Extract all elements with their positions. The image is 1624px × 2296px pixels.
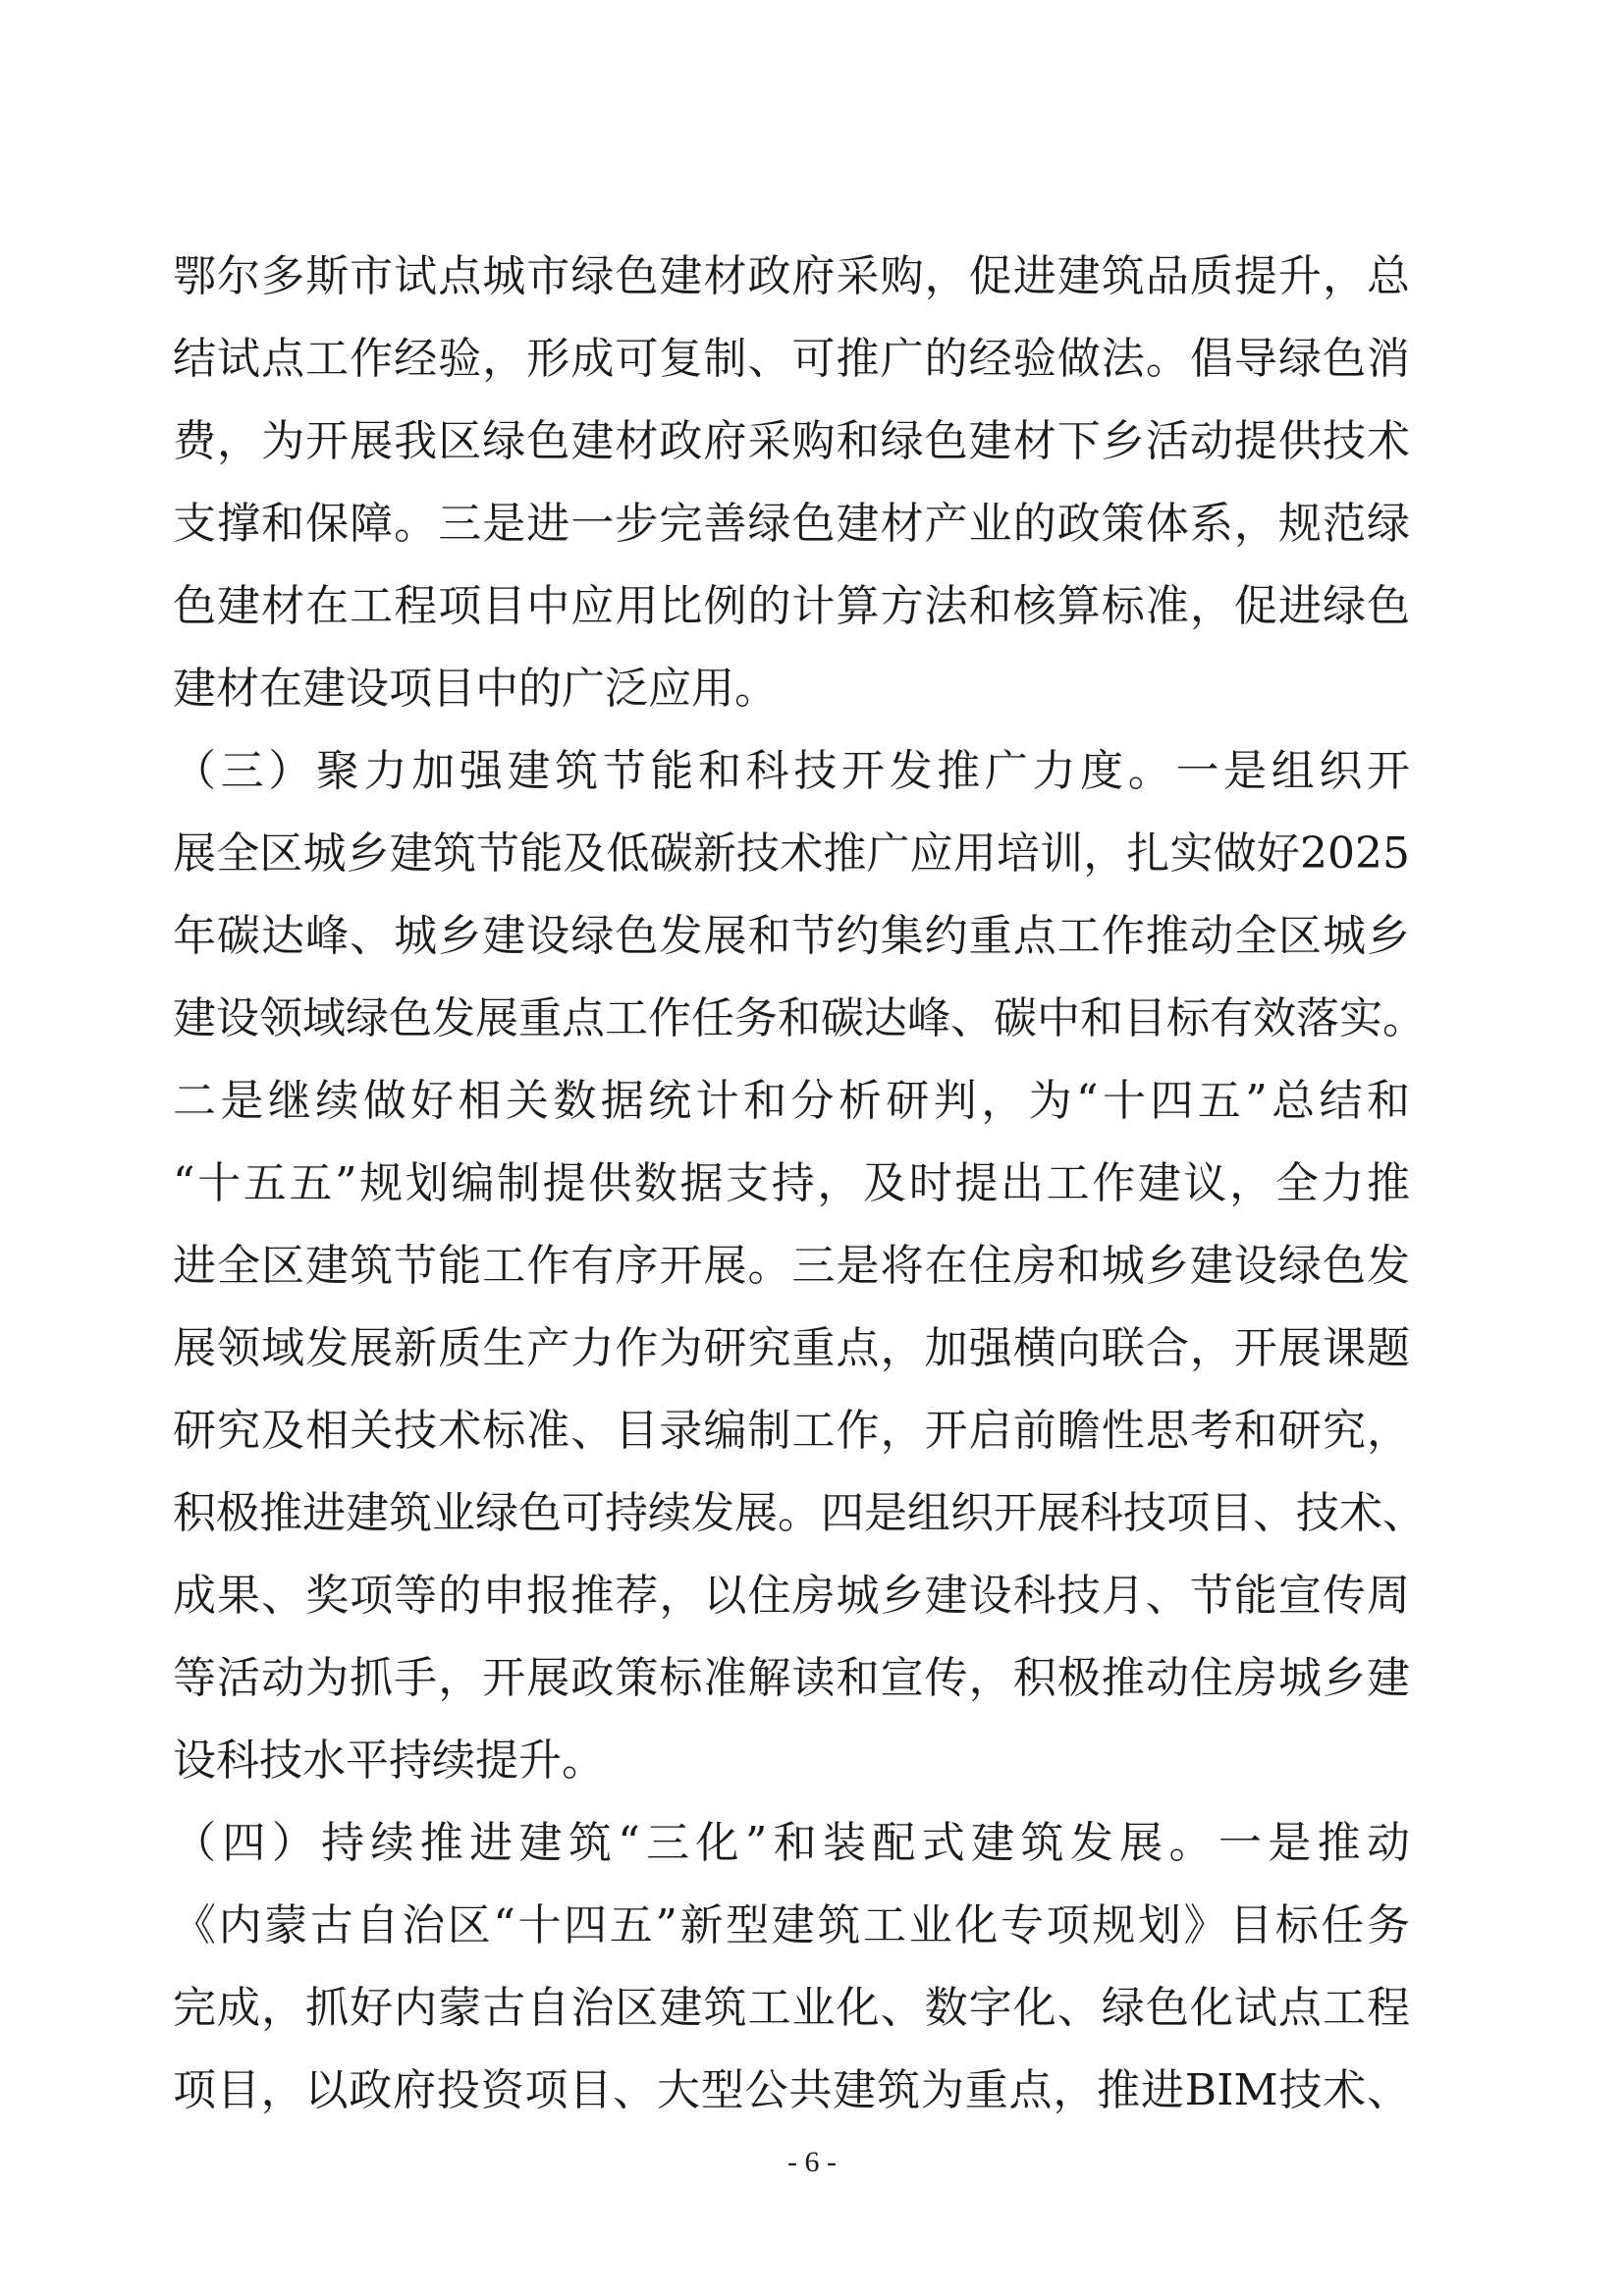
text-line: 设科技水平持续提升。 <box>173 1735 605 1786</box>
body-text <box>173 236 1426 2132</box>
text-line: 等活动为抓手，开展政策标准解读和宣传，积极推动住房城乡建 <box>173 1653 1410 1703</box>
text-line: 色建材在工程项目中应用比例的计算方法和核算标准，促进绿色 <box>173 581 1410 631</box>
text-line: 鄂尔多斯市试点城市绿色建材政府采购，促进建筑品质提升，总 <box>173 251 1410 301</box>
text-line: （四）持续推进建筑“三化”和装配式建筑发展。一是推动 <box>173 1818 1410 1868</box>
text-line: 积极推进建筑业绿色可持续发展。四是组织开展科技项目、技术、 <box>173 1488 1426 1538</box>
text-line: 展领域发展新质生产力作为研究重点，加强横向联合，开展课题 <box>173 1323 1410 1373</box>
page-number: - 6 - <box>787 2146 837 2178</box>
text-line: 建材在建设项目中的广泛应用。 <box>173 664 778 714</box>
text-line: 支撑和保障。三是进一步完善绿色建材产业的政策体系，规范绿 <box>173 499 1410 549</box>
text-line: 成果、奖项等的申报推荐，以住房城乡建设科技月、节能宣传周 <box>173 1571 1410 1621</box>
text-line: 建设领域绿色发展重点工作任务和碳达峰、碳中和目标有效落实。 <box>173 993 1426 1043</box>
text-line: 项目，以政府投资项目、大型公共建筑为重点，推进BIM技术、 <box>173 2065 1410 2115</box>
text-line: 完成，抓好内蒙古自治区建筑工业化、数字化、绿色化试点工程 <box>173 1983 1410 2033</box>
text-line: 展全区城乡建筑节能及低碳新技术推广应用培训，扎实做好2025 <box>173 828 1410 879</box>
text-line: 《内蒙古自治区“十四五”新型建筑工业化专项规划》目标任务 <box>173 1900 1410 1950</box>
text-line: 费，为开展我区绿色建材政府采购和绿色建材下乡活动提供技术 <box>173 416 1410 466</box>
text-line: “十五五”规划编制提供数据支持，及时提出工作建议，全力推 <box>173 1158 1410 1208</box>
text-line: 结试点工作经验，形成可复制、可推广的经验做法。倡导绿色消 <box>173 334 1410 384</box>
text-line: 进全区建筑节能工作有序开展。三是将在住房和城乡建设绿色发 <box>173 1241 1410 1291</box>
text-line: 二是继续做好相关数据统计和分析研判，为“十四五”总结和 <box>173 1076 1410 1126</box>
text-line: 年碳达峰、城乡建设绿色发展和节约集约重点工作推动全区城乡 <box>173 911 1410 961</box>
text-line: （三）聚力加强建筑节能和科技开发推广力度。一是组织开 <box>173 746 1410 796</box>
text-line: 研究及相关技术标准、目录编制工作，开启前瞻性思考和研究， <box>173 1406 1410 1456</box>
